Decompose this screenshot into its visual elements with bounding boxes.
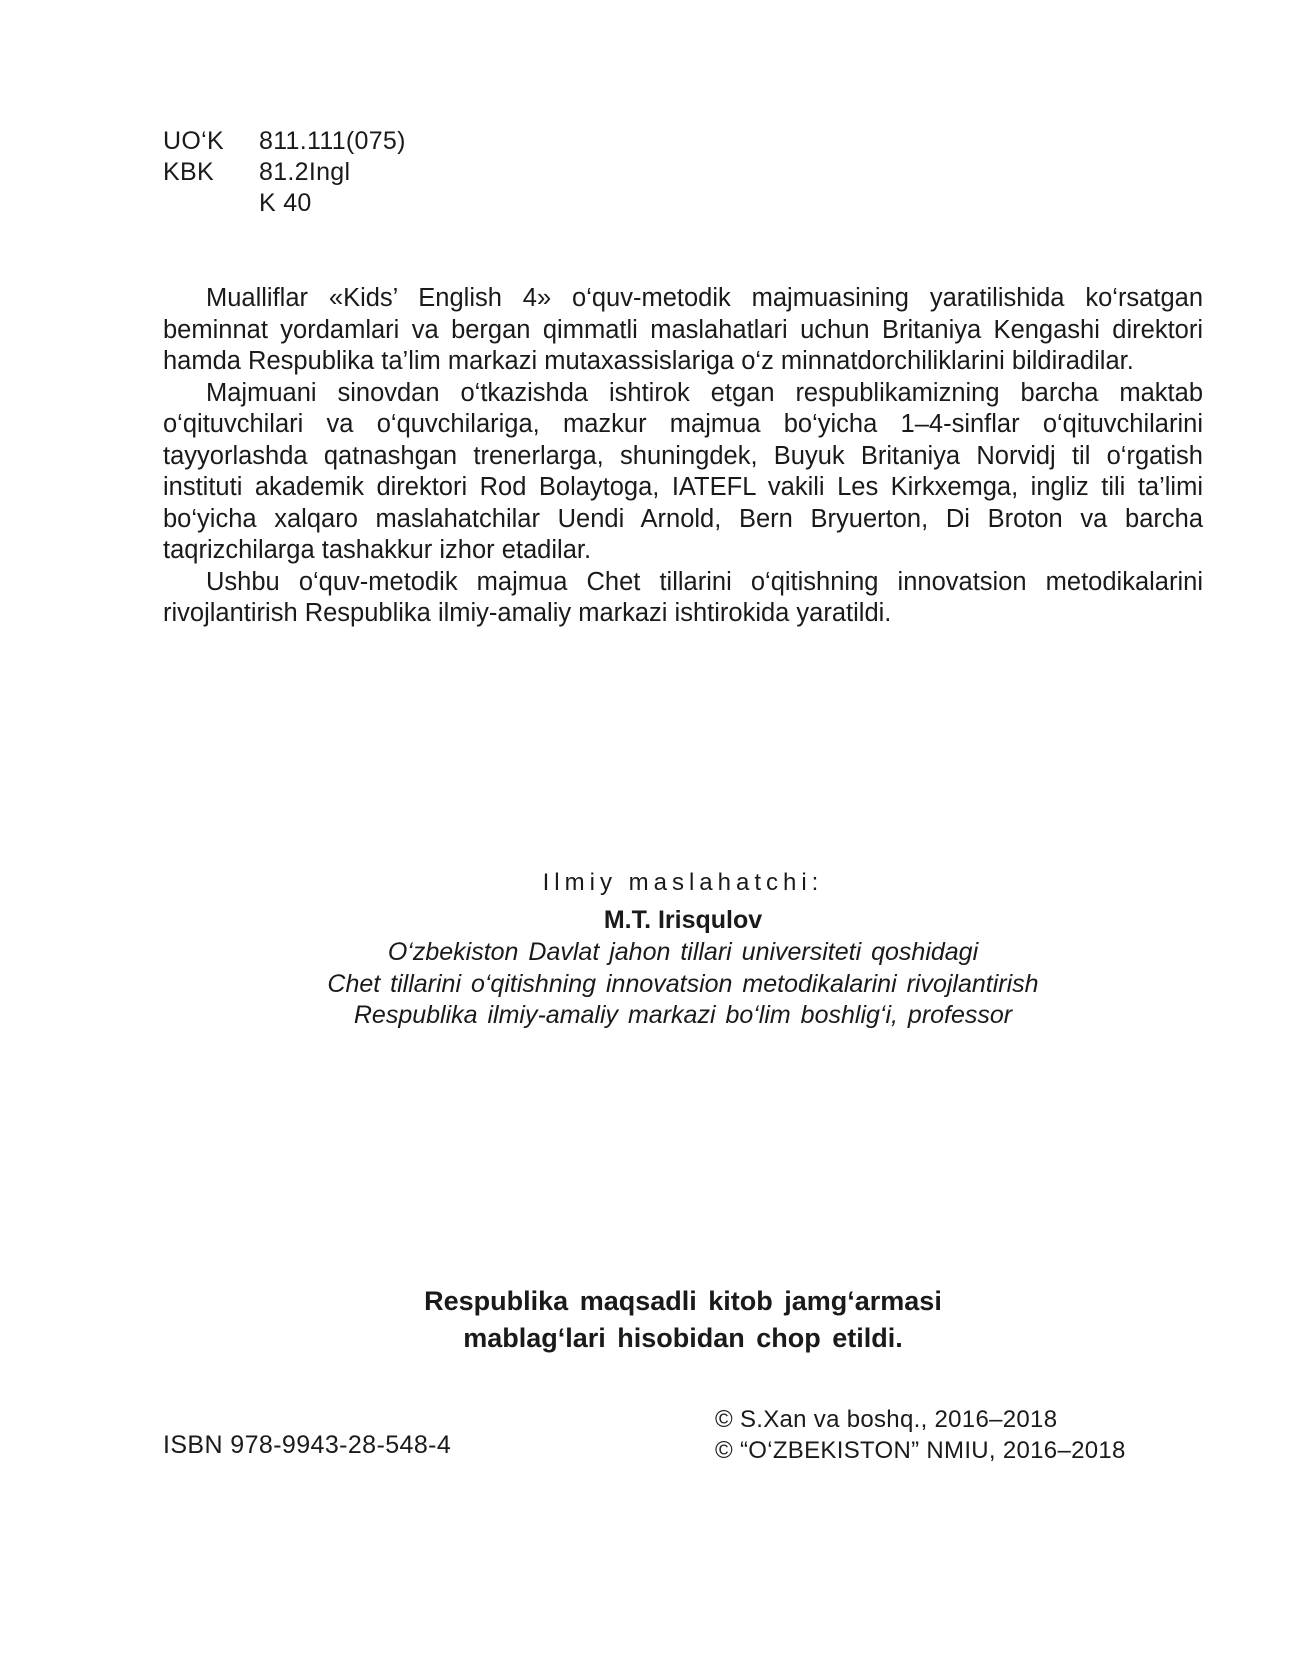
copyright-line: © “O‘ZBEKISTON” NMIU, 2016–2018 bbox=[715, 1437, 1126, 1464]
acknowledgement-paragraph: Mualliflar «Kids’ English 4» o‘quv-metodik majmuasining yaratilishida ko‘rsatgan beminnat yordamlari va bergan qimmatli maslahatlari uchun Britaniya Kengashi direktori hamda Respublika ta’lim markazi mutaxassislariga o‘z minnatdorchiliklarini bildiradilar. bbox=[163, 284, 1203, 375]
scientific-adviser bbox=[163, 867, 1203, 1032]
copyright-block bbox=[715, 1404, 1126, 1466]
lbc-label: KBK bbox=[163, 158, 214, 186]
author-mark-row bbox=[163, 188, 406, 219]
udc-label: UO‘K bbox=[163, 127, 224, 155]
adviser-affiliation-line: Chet tillarini o‘qitishning innovatsion metodikalarini rivojlantirish bbox=[327, 969, 1039, 998]
author-mark: K 40 bbox=[259, 189, 312, 217]
classification-block bbox=[163, 126, 406, 219]
funding-line: mablag‘lari hisobidan chop etildi. bbox=[463, 1323, 903, 1353]
acknowledgement-paragraph: Majmuani sinovdan o‘tkazishda ishtirok etgan respublikamizning barcha maktab o‘qituvchilari va o‘quvchilariga, mazkur majmua bo‘yicha 1–4-sinflar o‘qituvchilarini tayyorlashda qatnashgan trenerlarga, shuningdek, Buyuk Britaniya Norvidj til o‘rgatish instituti akademik direktori Rod Bolaytoga, IATEFL vakili Les Kirkxemga, ingliz tili ta’limi bo‘yicha xalqaro maslahatchilar Uendi Arnold, Bern Bryuerton, Di Broton va barcha taqrizchilarga tashakkur izhor etadilar. bbox=[163, 378, 1203, 564]
acknowledgement-paragraph: Ushbu o‘quv-metodik majmua Chet tillarini o‘qitishning innovatsion metodikalarini rivojlantirish Respublika ilmiy-amaliy markazi ishtirokida yaratildi. bbox=[163, 567, 1203, 627]
lbc-value: 81.2Ingl bbox=[259, 158, 351, 186]
udc-value: 811.111(075) bbox=[259, 127, 406, 155]
acknowledgements bbox=[163, 283, 1203, 630]
adviser-affiliation-line: Respublika ilmiy-amaliy markazi bo‘lim boshlig‘i, professor bbox=[353, 1001, 1013, 1029]
isbn: ISBN 978-9943-28-548-4 bbox=[163, 1431, 452, 1459]
lbc-row bbox=[163, 157, 406, 188]
adviser-heading: Ilmiy maslahatchi: bbox=[542, 869, 824, 896]
adviser-affiliation-line: O‘zbekiston Davlat jahon tillari universiteti qoshidagi bbox=[387, 938, 979, 966]
copyright-line: © S.Xan va boshq., 2016–2018 bbox=[715, 1406, 1058, 1433]
udc-row bbox=[163, 126, 406, 157]
funding-note bbox=[163, 1283, 1203, 1357]
funding-line: Respublika maqsadli kitob jamg‘armasi bbox=[424, 1286, 942, 1316]
adviser-name: M.T. Irisqulov bbox=[603, 906, 763, 934]
